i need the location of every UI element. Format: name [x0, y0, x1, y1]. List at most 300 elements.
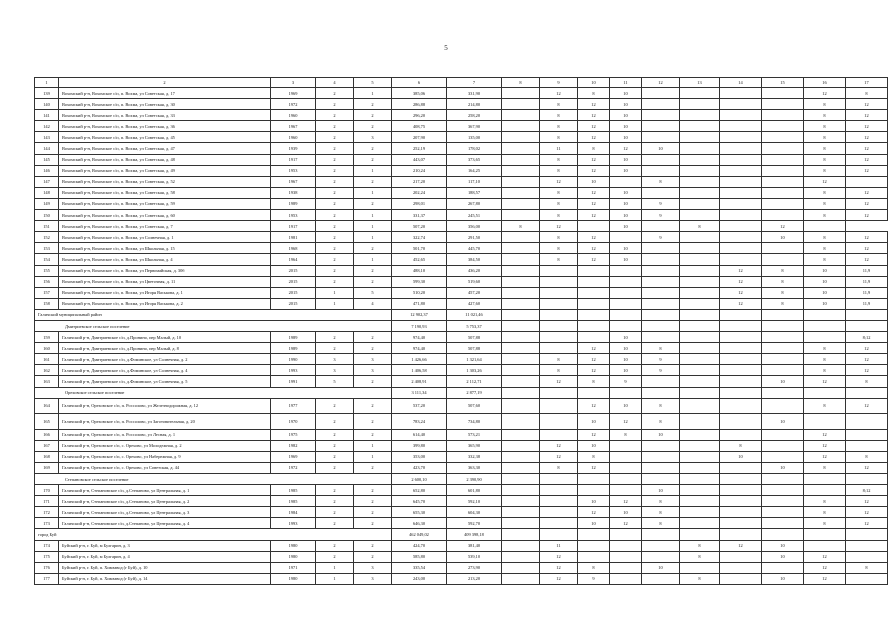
- section-total-area: 12 902,37: [392, 309, 447, 320]
- col-10: 12: [578, 210, 610, 221]
- col-16: 8: [804, 462, 846, 473]
- col-11: [610, 562, 642, 573]
- col-17: [846, 540, 888, 551]
- col-14: [720, 132, 762, 143]
- total-area: 423,70: [392, 462, 447, 473]
- column-number-8: 8: [502, 78, 540, 88]
- col-13: [680, 298, 720, 309]
- entrances: 1: [354, 221, 392, 232]
- col-10: 12: [578, 132, 610, 143]
- total-area: 202,24: [392, 187, 447, 198]
- total-area: 331,37: [392, 210, 447, 221]
- floors: 2: [316, 276, 354, 287]
- col-9: 12: [540, 451, 578, 462]
- col-10: 12: [578, 165, 610, 176]
- column-number-3: 3: [271, 78, 316, 88]
- col-13: 8: [680, 551, 720, 562]
- col-17: 12: [846, 507, 888, 518]
- col-10: 12: [578, 198, 610, 209]
- entrances: 3: [354, 354, 392, 365]
- total-area: 471,80: [392, 298, 447, 309]
- col-10: [578, 332, 610, 343]
- row-number: 144: [35, 143, 59, 154]
- row-number: 149: [35, 198, 59, 209]
- col-9: 11: [540, 143, 578, 154]
- table-row: [35, 210, 888, 221]
- col-13: 8: [680, 221, 720, 232]
- col-10: [578, 540, 610, 551]
- col-12: 8: [642, 507, 680, 518]
- table-row: [35, 518, 888, 529]
- table-row: [35, 232, 888, 243]
- col-9: 8: [540, 210, 578, 221]
- address: Вохомский р-н, Вохомское с/п, п. Вохма, ул Школьная, д. 15: [59, 243, 271, 254]
- col-13: [680, 198, 720, 209]
- table-row: [35, 287, 888, 298]
- col-16: 8: [804, 121, 846, 132]
- floors: 2: [316, 343, 354, 354]
- floors: 2: [316, 332, 354, 343]
- col-11: 10: [610, 210, 642, 221]
- col-17: 12: [846, 462, 888, 473]
- col-15: [762, 343, 804, 354]
- col-15: 8: [762, 265, 804, 276]
- entrances: 2: [354, 485, 392, 496]
- col-11: [610, 287, 642, 298]
- address: Буйский р-н, г. Буй, п. Химзавод (г Буй), д. 14: [59, 573, 271, 584]
- col-12: [642, 440, 680, 451]
- col-12: [642, 451, 680, 462]
- table-row: [35, 276, 888, 287]
- col-13: [680, 187, 720, 198]
- col-8: [502, 232, 540, 243]
- col-10: 8: [578, 88, 610, 99]
- col-15: [762, 440, 804, 451]
- section-total-area: 3 111,34: [392, 387, 447, 398]
- address: Галичский р-н, Ореховское с/п, с. Орехово, ул Молодежная, д. 2: [59, 440, 271, 451]
- total-area: 443,07: [392, 154, 447, 165]
- build-year: 1980: [271, 573, 316, 584]
- build-year: 2015: [271, 287, 316, 298]
- entrances: 2: [354, 343, 392, 354]
- col-17: 12: [846, 398, 888, 414]
- floors: 2: [316, 99, 354, 110]
- col-15: 8: [762, 298, 804, 309]
- col-10: [578, 287, 610, 298]
- col-13: [680, 343, 720, 354]
- col-13: [680, 143, 720, 154]
- living-area: 1 321,64: [447, 354, 502, 365]
- col-14: [720, 232, 762, 243]
- section-living-area: 2 877,19: [447, 387, 502, 398]
- empty-cell: [642, 529, 680, 540]
- build-year: 1964: [271, 254, 316, 265]
- address: Галичский р-н, Дмитриевское с/п, д.Фоминское, ул Солнечная, д. 5: [59, 376, 271, 387]
- living-area: 373,65: [447, 154, 502, 165]
- table-row: [35, 132, 888, 143]
- column-number-7: 7: [447, 78, 502, 88]
- col-15: [762, 143, 804, 154]
- col-13: [680, 451, 720, 462]
- total-area: 298,01: [392, 198, 447, 209]
- floors: 2: [316, 398, 354, 414]
- total-area: 501,70: [392, 243, 447, 254]
- empty-cell: [610, 387, 642, 398]
- col-15: 12: [762, 221, 804, 232]
- col-12: 9: [642, 210, 680, 221]
- col-9: 8: [540, 254, 578, 265]
- col-15: 10: [762, 414, 804, 430]
- section-living-area: 5 753,37: [447, 320, 502, 331]
- col-11: 10: [610, 398, 642, 414]
- col-11: [610, 451, 642, 462]
- col-10: 8: [578, 376, 610, 387]
- empty-cell: [540, 387, 578, 398]
- living-area: 363,30: [447, 462, 502, 473]
- col-13: [680, 99, 720, 110]
- build-year: 1984: [271, 507, 316, 518]
- total-area: 585,80: [392, 551, 447, 562]
- entrances: 5: [354, 287, 392, 298]
- col-15: [762, 110, 804, 121]
- col-14: [720, 507, 762, 518]
- address: Вохомский р-н, Вохомское с/п, п. Вохма, ул Советская, д. 48: [59, 154, 271, 165]
- living-area: 457,20: [447, 287, 502, 298]
- col-11: 10: [610, 254, 642, 265]
- total-area: 243,00: [392, 573, 447, 584]
- col-15: 10: [762, 540, 804, 551]
- col-14: [720, 176, 762, 187]
- table-row: [35, 332, 888, 343]
- table-row: [35, 414, 888, 430]
- section-row: [35, 320, 888, 331]
- col-9: 8: [540, 354, 578, 365]
- col-10: 12: [578, 429, 610, 440]
- col-9: 8: [540, 165, 578, 176]
- build-year: 1917: [271, 221, 316, 232]
- col-9: [540, 518, 578, 529]
- empty-cell: [578, 529, 610, 540]
- col-11: 10: [610, 243, 642, 254]
- col-11: 9: [610, 376, 642, 387]
- living-area: 573,21: [447, 429, 502, 440]
- floors: 2: [316, 254, 354, 265]
- col-9: 8: [540, 132, 578, 143]
- col-9: 8: [540, 154, 578, 165]
- living-area: 427,60: [447, 298, 502, 309]
- col-14: [720, 365, 762, 376]
- col-12: 9: [642, 365, 680, 376]
- empty-cell: [846, 387, 888, 398]
- empty-cell: [762, 309, 804, 320]
- address: Галичский р-н, Степановское с/п, д.Степаново, ул Центральная, д. 1: [59, 485, 271, 496]
- col-16: 10: [804, 265, 846, 276]
- col-8: [502, 176, 540, 187]
- row-number: 153: [35, 243, 59, 254]
- col-8: [502, 365, 540, 376]
- floors: 2: [316, 507, 354, 518]
- col-10: [578, 298, 610, 309]
- col-16: 8: [804, 187, 846, 198]
- floors: 2: [316, 440, 354, 451]
- col-15: 8: [762, 287, 804, 298]
- col-13: [680, 154, 720, 165]
- col-16: 8: [804, 198, 846, 209]
- entrances: 1: [354, 451, 392, 462]
- floors: 2: [316, 265, 354, 276]
- col-13: [680, 414, 720, 430]
- section-row: [35, 529, 888, 540]
- empty-cell: [846, 320, 888, 331]
- floors: 2: [316, 110, 354, 121]
- col-16: [804, 332, 846, 343]
- row-number: 170: [35, 485, 59, 496]
- col-11: [610, 540, 642, 551]
- col-16: 10: [804, 298, 846, 309]
- address: Вохомский р-н, Вохомское с/п, п. Вохма, ул Советская, д. 33: [59, 110, 271, 121]
- column-number-2: 2: [59, 78, 271, 88]
- entrances: 2: [354, 429, 392, 440]
- row-number: 157: [35, 287, 59, 298]
- col-10: [578, 551, 610, 562]
- address: Вохомский р-н, Вохомское с/п, п. Вохма, ул Советская, д. 59: [59, 198, 271, 209]
- table-row: [35, 110, 888, 121]
- empty-cell: [804, 387, 846, 398]
- col-8: [502, 332, 540, 343]
- col-8: [502, 376, 540, 387]
- row-number: 152: [35, 232, 59, 243]
- living-area: 507,88: [447, 343, 502, 354]
- living-area: 592,70: [447, 518, 502, 529]
- col-15: [762, 176, 804, 187]
- col-12: [642, 298, 680, 309]
- floors: 2: [316, 187, 354, 198]
- column-number-12: 12: [642, 78, 680, 88]
- address: Буйский р-н, г. Буй, м Булгарин, д. 3: [59, 540, 271, 551]
- col-16: 12: [804, 440, 846, 451]
- col-8: [502, 121, 540, 132]
- col-12: 8: [642, 496, 680, 507]
- col-12: 9: [642, 232, 680, 243]
- col-8: [502, 518, 540, 529]
- col-12: 8: [642, 176, 680, 187]
- floors: 3: [316, 354, 354, 365]
- col-11: [610, 176, 642, 187]
- empty-cell: [578, 387, 610, 398]
- col-15: [762, 365, 804, 376]
- build-year: 1938: [271, 187, 316, 198]
- col-17: 12: [846, 354, 888, 365]
- col-14: [720, 143, 762, 154]
- empty-cell: [804, 529, 846, 540]
- living-area: 539,10: [447, 551, 502, 562]
- row-number: 173: [35, 518, 59, 529]
- col-15: [762, 354, 804, 365]
- table-row: [35, 343, 888, 354]
- col-10: [578, 265, 610, 276]
- col-12: [642, 265, 680, 276]
- col-13: [680, 496, 720, 507]
- table-row: [35, 451, 888, 462]
- col-12: [642, 254, 680, 265]
- col-10: [578, 485, 610, 496]
- build-year: 1989: [271, 332, 316, 343]
- col-9: [540, 276, 578, 287]
- col-8: [502, 254, 540, 265]
- col-13: [680, 365, 720, 376]
- col-8: [502, 573, 540, 584]
- col-9: 8: [540, 232, 578, 243]
- row-number: 151: [35, 221, 59, 232]
- row-number: 147: [35, 176, 59, 187]
- col-11: 10: [610, 365, 642, 376]
- living-area: 507,88: [447, 332, 502, 343]
- col-13: [680, 287, 720, 298]
- entrances: 1: [354, 254, 392, 265]
- col-14: [720, 485, 762, 496]
- build-year: 1953: [271, 165, 316, 176]
- page-number: 5: [444, 44, 448, 52]
- col-15: 10: [762, 573, 804, 584]
- address: Вохомский р-н, Вохомское с/п, п. Вохма, ул Школьная, д. 4: [59, 254, 271, 265]
- living-area: 604,30: [447, 507, 502, 518]
- col-11: 10: [610, 343, 642, 354]
- col-9: 12: [540, 88, 578, 99]
- table-row: [35, 354, 888, 365]
- address: Вохомский р-н, Вохомское с/п, п. Вохма, ул Советская, д. 58: [59, 187, 271, 198]
- build-year: 1969: [271, 451, 316, 462]
- col-11: [610, 551, 642, 562]
- address: Галичский р-н, Дмитриевское с/п, д.Пронино, пер Малый, д. 8: [59, 343, 271, 354]
- column-number-16: 16: [804, 78, 846, 88]
- col-14: [720, 376, 762, 387]
- living-area: 164,25: [447, 165, 502, 176]
- table-row: [35, 88, 888, 99]
- col-13: 8: [680, 573, 720, 584]
- empty-cell: [762, 529, 804, 540]
- table-row: [35, 540, 888, 551]
- table-row: [35, 573, 888, 584]
- address: Вохомский р-н, Вохомское с/п, п. Вохма, ул Советская, д. 45: [59, 132, 271, 143]
- col-14: 12: [720, 287, 762, 298]
- col-15: [762, 429, 804, 440]
- living-area: 367,90: [447, 121, 502, 132]
- col-10: 12: [578, 154, 610, 165]
- col-8: [502, 354, 540, 365]
- col-11: 12: [610, 143, 642, 154]
- col-15: [762, 99, 804, 110]
- table-row: [35, 562, 888, 573]
- table-row: [35, 462, 888, 473]
- table-row: [35, 496, 888, 507]
- col-11: 10: [610, 221, 642, 232]
- col-12: 8: [642, 518, 680, 529]
- col-17: 12: [846, 343, 888, 354]
- col-12: [642, 221, 680, 232]
- col-12: [642, 165, 680, 176]
- col-9: 8: [540, 365, 578, 376]
- row-number: 171: [35, 496, 59, 507]
- row-number: 163: [35, 376, 59, 387]
- col-14: [720, 551, 762, 562]
- col-11: 10: [610, 187, 642, 198]
- living-area: 436,20: [447, 265, 502, 276]
- row-number: 172: [35, 507, 59, 518]
- col-9: 8: [540, 99, 578, 110]
- row-number: 174: [35, 540, 59, 551]
- table-row: [35, 398, 888, 414]
- col-15: [762, 496, 804, 507]
- col-13: [680, 165, 720, 176]
- address: Вохомский р-н, Вохомское с/п, п. Вохма, ул Цветочная, д. 11: [59, 276, 271, 287]
- col-10: 10: [578, 496, 610, 507]
- col-12: 10: [642, 143, 680, 154]
- row-number: 165: [35, 414, 59, 430]
- col-14: [720, 88, 762, 99]
- col-14: [720, 254, 762, 265]
- col-12: [642, 332, 680, 343]
- row-number: 139: [35, 88, 59, 99]
- empty-cell: [502, 320, 540, 331]
- column-number-6: 6: [392, 78, 447, 88]
- section-total-area: 462 049,02: [392, 529, 447, 540]
- row-number: 161: [35, 354, 59, 365]
- col-17: 12: [846, 110, 888, 121]
- living-area: 117,10: [447, 176, 502, 187]
- build-year: 1977: [271, 398, 316, 414]
- build-year: 1989: [271, 198, 316, 209]
- entrances: 3: [354, 132, 392, 143]
- empty-cell: [680, 309, 720, 320]
- col-12: [642, 187, 680, 198]
- col-14: 12: [720, 298, 762, 309]
- build-year: 1980: [271, 551, 316, 562]
- column-number-14: 14: [720, 78, 762, 88]
- row-number: 145: [35, 154, 59, 165]
- total-area: 646,30: [392, 518, 447, 529]
- column-number-11: 11: [610, 78, 642, 88]
- col-10: 12: [578, 110, 610, 121]
- col-13: [680, 88, 720, 99]
- entrances: 2: [354, 110, 392, 121]
- build-year: 1991: [271, 376, 316, 387]
- empty-cell: [720, 529, 762, 540]
- col-14: [720, 243, 762, 254]
- col-11: 10: [610, 121, 642, 132]
- total-area: 652,80: [392, 485, 447, 496]
- col-11: 12: [610, 496, 642, 507]
- section-living-area: 11 021,46: [447, 309, 502, 320]
- empty-cell: [720, 387, 762, 398]
- entrances: 1: [354, 440, 392, 451]
- floors: 2: [316, 414, 354, 430]
- total-area: 408,75: [392, 121, 447, 132]
- col-8: [502, 451, 540, 462]
- section-title: Галичский муниципальный район: [35, 309, 392, 320]
- floors: 2: [316, 540, 354, 551]
- col-15: [762, 562, 804, 573]
- col-17: 8: [846, 451, 888, 462]
- table-row: [35, 187, 888, 198]
- total-area: 399,80: [392, 440, 447, 451]
- floors: 2: [316, 451, 354, 462]
- address: Вохомский р-н, Вохомское с/п, п. Вохма, ул Советская, д. 52: [59, 176, 271, 187]
- col-13: [680, 210, 720, 221]
- col-9: 8: [540, 110, 578, 121]
- col-11: [610, 440, 642, 451]
- address: Галичский р-н, Ореховское с/п, с. Орехово, ул Набережная, д. 9: [59, 451, 271, 462]
- col-10: 12: [578, 99, 610, 110]
